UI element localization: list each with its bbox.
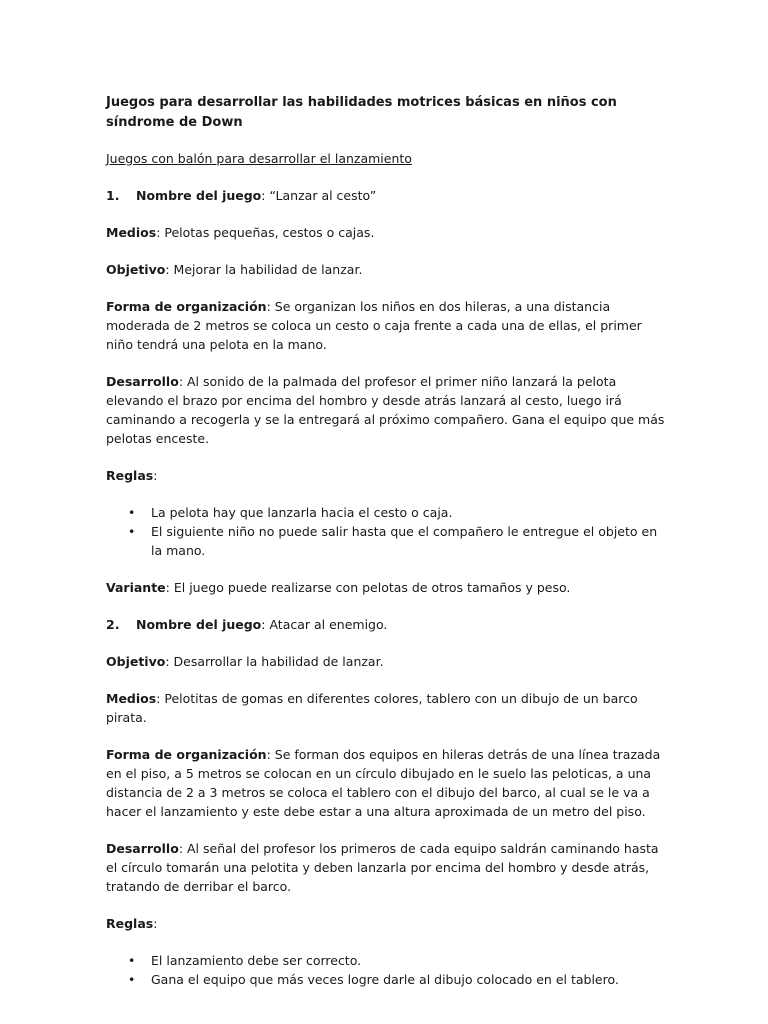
game1-medios [106, 223, 666, 242]
game2-desarrollo-label: Desarrollo [106, 841, 179, 856]
game2-medios [106, 689, 666, 727]
game1-objetivo-label: Objetivo [106, 262, 166, 277]
game1-objetivo [106, 260, 666, 279]
game1-reglas-list [106, 503, 666, 560]
game1-forma-value: : Se organizan los niños en dos hileras, a una distancia moderada de 2 metros se coloca un cesto o caja frente a cada una de ellas, el primer niño tendrá una pelota en la mano. [106, 299, 642, 352]
game1-medios-label: Medios [106, 225, 157, 240]
game2-forma-label: Forma de organización [106, 747, 267, 762]
list-item [106, 522, 666, 560]
game1-medios-value: : Pelotas pequeñas, cestos o cajas. [156, 225, 375, 240]
game2-medios-value: : Pelotitas de gomas en diferentes colores, tablero con un dibujo de un barco pirata. [106, 691, 638, 725]
bullet-icon: • [128, 972, 136, 987]
game1-reglas-colon: : [153, 468, 158, 483]
game1-reglas-heading [106, 466, 666, 485]
game2-objetivo-value: : Desarrollar la habilidad de lanzar. [165, 654, 384, 669]
game1-variante [106, 578, 666, 597]
game1-variante-value: : El juego puede realizarse con pelotas de otros tamaños y peso. [165, 580, 571, 595]
game1-forma-label: Forma de organización [106, 299, 267, 314]
section-heading: Juegos con balón para desarrollar el lanzamiento [106, 151, 412, 166]
game1-forma [106, 297, 666, 354]
game2-objetivo [106, 652, 666, 671]
game1-reglas-label: Reglas [106, 468, 154, 483]
game2-name-label: Nombre del juego [136, 617, 262, 632]
document-body [106, 93, 666, 1007]
game1-variante-label: Variante [106, 580, 166, 595]
game2-medios-label: Medios [106, 691, 157, 706]
bullet-icon: • [128, 524, 136, 539]
game2-desarrollo [106, 839, 666, 896]
bullet-icon: • [128, 505, 136, 520]
list-item-text: El lanzamiento debe ser correcto. [151, 953, 362, 968]
game2-reglas-heading [106, 914, 666, 933]
game1-desarrollo [106, 372, 666, 448]
game1-objetivo-value: : Mejorar la habilidad de lanzar. [165, 262, 363, 277]
game1-desarrollo-label: Desarrollo [106, 374, 179, 389]
game2-objetivo-label: Objetivo [106, 654, 166, 669]
game2-forma-value: : Se forman dos equipos en hileras detrás de una línea trazada en el piso, a 5 metros se colocan en un círculo dibujado en le suelo las peloticas, a una distancia de 2 a 3 metros se coloca el tablero con el dibujo del barco, al cual se le va a hacer el lanzamiento y este debe estar a una altura aproximada de un metro del piso. [106, 747, 661, 819]
game1-name-value: : “Lanzar al cesto” [261, 188, 377, 203]
game1-desarrollo-value: : Al sonido de la palmada del profesor el primer niño lanzará la pelota elevando el brazo por encima del hombro y desde atrás lanzará al cesto, luego irá caminando a recogerla y se la entregará al próximo compañero. Gana el equipo que más pelotas enceste. [106, 374, 665, 446]
document-title: Juegos para desarrollar las habilidades motrices básicas en niños con síndrome de Down [106, 95, 617, 130]
game1-name-label: Nombre del juego [136, 188, 262, 203]
list-item-text: La pelota hay que lanzarla hacia el cesto o caja. [151, 505, 453, 520]
game1-number: 1. [106, 188, 120, 203]
list-item [106, 951, 666, 970]
game2-forma [106, 745, 666, 821]
game2-name-value: : Atacar al enemigo. [261, 617, 388, 632]
game2-reglas-colon: : [153, 916, 158, 931]
game2-name [106, 615, 666, 634]
list-item-text: Gana el equipo que más veces logre darle al dibujo colocado en el tablero. [151, 972, 619, 987]
list-item [106, 503, 666, 522]
game2-desarrollo-value: : Al señal del profesor los primeros de cada equipo saldrán caminando hasta el círculo tomarán una pelotita y deben lanzarla por encima del hombro y desde atrás, tratando de derribar el barco. [106, 841, 659, 894]
game2-reglas-list [106, 951, 666, 989]
list-item [106, 970, 666, 989]
game2-number: 2. [106, 617, 120, 632]
bullet-icon: • [128, 953, 136, 968]
game2-reglas-label: Reglas [106, 916, 154, 931]
list-item-text: El siguiente niño no puede salir hasta que el compañero le entregue el objeto en la mano. [151, 524, 658, 558]
game1-name [106, 186, 666, 205]
